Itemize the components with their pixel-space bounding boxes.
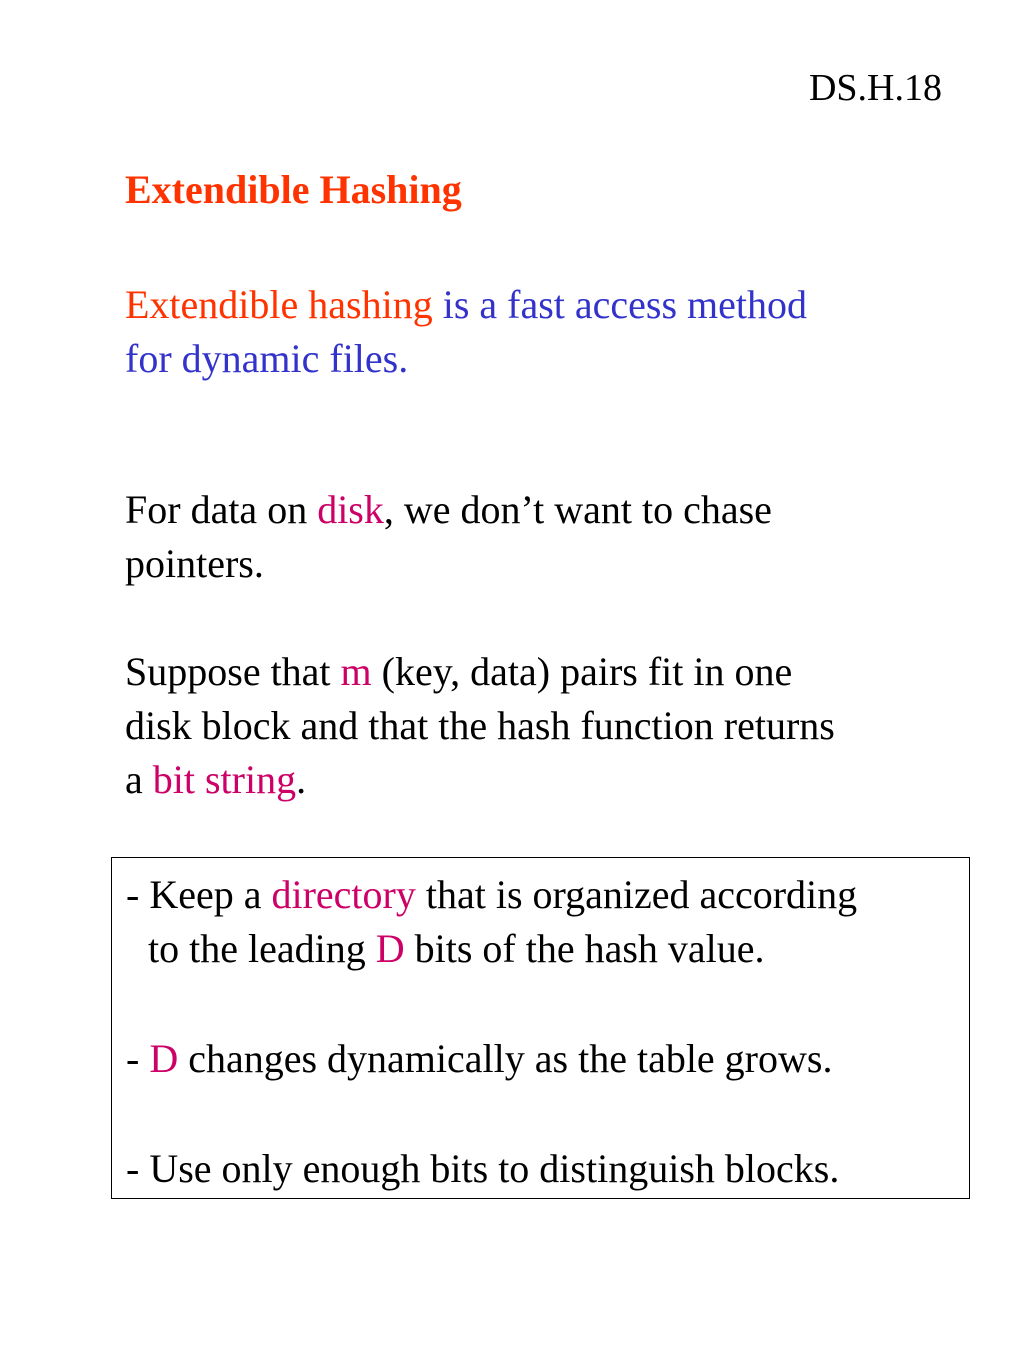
bullet-d-highlight: D xyxy=(149,1036,179,1081)
suppose-line-2: disk block and that the hash function returns xyxy=(125,703,835,748)
key-points-box xyxy=(111,857,970,1199)
slide-title: Extendible Hashing xyxy=(125,167,462,212)
suppose-after-m: (key, data) pairs fit in one xyxy=(371,649,793,694)
suppose-bit-string: bit string xyxy=(152,757,297,802)
bullet-directory-line2-after: bits of the hash value. xyxy=(404,926,765,971)
bullet-directory-highlight: directory xyxy=(271,872,416,917)
suppose-line-1 xyxy=(125,645,835,699)
intro-paragraph xyxy=(125,278,807,386)
disk-paragraph xyxy=(125,483,772,591)
disk-before: For data on xyxy=(125,487,318,532)
bullet-directory-line-1 xyxy=(126,868,857,922)
suppose-paragraph xyxy=(125,645,835,807)
intro-line-1 xyxy=(125,278,807,332)
disk-after: , we don’t want to chase xyxy=(383,487,772,532)
slide-number: DS.H.18 xyxy=(808,67,942,109)
bullet-d-after: changes dynamically as the table grows. xyxy=(178,1036,833,1081)
intro-rest: is a fast access method xyxy=(432,282,808,327)
suppose-line3-before: a xyxy=(125,757,153,802)
suppose-line3-after: . xyxy=(296,757,307,802)
bullet-directory-prefix: - Keep a xyxy=(126,872,272,917)
bullet-directory xyxy=(126,868,857,976)
bullet-directory-after: that is organized according xyxy=(415,872,858,917)
suppose-before: Suppose that xyxy=(125,649,341,694)
disk-line-2: pointers. xyxy=(125,541,264,586)
suppose-line-3 xyxy=(125,753,835,807)
bullet-d-changes xyxy=(126,1032,832,1086)
bullet-directory-line-2 xyxy=(126,922,857,976)
disk-line-1 xyxy=(125,483,772,537)
disk-highlight: disk xyxy=(317,487,384,532)
bullet-directory-line2-before: to the leading xyxy=(148,926,376,971)
bullet-enough-bits: - Use only enough bits to distinguish blocks. xyxy=(126,1146,840,1191)
intro-term: Extendible hashing xyxy=(125,282,433,327)
intro-line-2: for dynamic files. xyxy=(125,336,409,381)
suppose-m: m xyxy=(340,649,372,694)
bullet-directory-d: D xyxy=(375,926,405,971)
bullet-d-prefix: - xyxy=(126,1036,150,1081)
